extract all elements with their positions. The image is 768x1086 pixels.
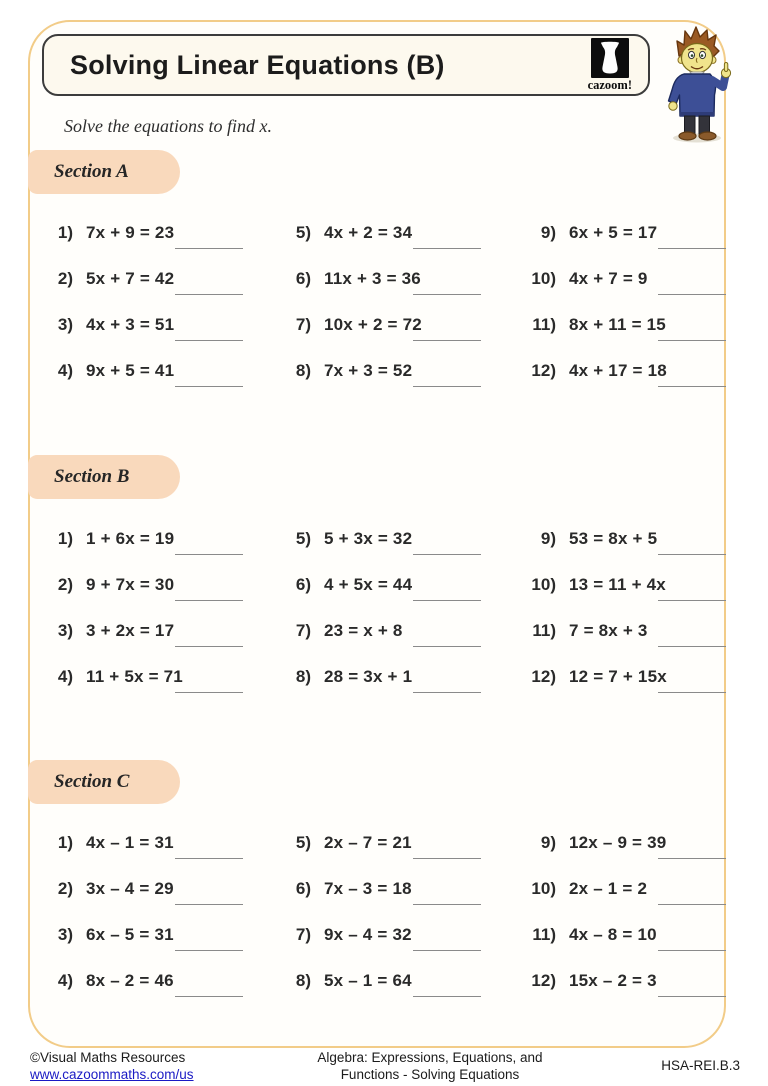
equation-text: 8x – 2 = 46 — [86, 971, 174, 990]
problem-number: 3) — [57, 315, 73, 334]
problem — [283, 654, 528, 700]
footer-left — [30, 1050, 230, 1084]
problem — [45, 958, 283, 1004]
problem-number: 7) — [295, 925, 311, 944]
answer-line — [175, 248, 243, 249]
section-b-problems — [45, 516, 726, 700]
problem-number: 9) — [540, 223, 556, 242]
section-c-label-text: Section C — [54, 771, 130, 792]
website-link[interactable]: www.cazoommaths.com/us — [30, 1066, 194, 1082]
answer-line — [413, 386, 481, 387]
cazoom-logo — [588, 38, 632, 92]
problem-number: 6) — [295, 879, 311, 898]
problem-number: 6) — [295, 575, 311, 594]
equation-text: 5x + 7 = 42 — [86, 269, 175, 288]
equation-text: 4x – 1 = 31 — [86, 833, 174, 852]
problem-number: 3) — [57, 621, 73, 640]
answer-line — [413, 600, 481, 601]
answer-line — [658, 248, 726, 249]
problem-number: 2) — [57, 879, 73, 898]
problem — [283, 256, 528, 302]
problem — [528, 866, 726, 912]
answer-line — [175, 386, 243, 387]
equation-text: 4x + 17 = 18 — [569, 361, 667, 380]
problem — [528, 820, 726, 866]
answer-line — [658, 554, 726, 555]
answer-line — [658, 692, 726, 693]
equation-text: 28 = 3x + 1 — [324, 667, 413, 686]
problem — [283, 348, 528, 394]
answer-line — [413, 996, 481, 997]
problem-number: 12) — [531, 667, 556, 686]
answer-line — [175, 340, 243, 341]
answer-line — [413, 340, 481, 341]
equation-text: 1 + 6x = 19 — [86, 529, 175, 548]
answer-line — [658, 340, 726, 341]
equation-text: 9x + 5 = 41 — [86, 361, 175, 380]
answer-line — [658, 858, 726, 859]
answer-line — [413, 554, 481, 555]
worksheet-title-box — [42, 34, 650, 96]
instructions-text: Solve the equations to find x. — [64, 116, 272, 136]
problem-number: 4) — [57, 361, 73, 380]
problem-number: 3) — [57, 925, 73, 944]
problem-number: 10) — [531, 879, 556, 898]
answer-line — [658, 950, 726, 951]
problem — [528, 562, 726, 608]
cazoom-logo-icon — [591, 38, 629, 78]
problem — [283, 820, 528, 866]
equation-text: 4 + 5x = 44 — [324, 575, 413, 594]
equation-text: 12 = 7 + 15x — [569, 667, 667, 686]
footer-topic-line1: Algebra: Expressions, Equations, and — [317, 1050, 543, 1065]
equation-text: 7x + 9 = 23 — [86, 223, 175, 242]
problem-number: 10) — [531, 575, 556, 594]
equation-text: 2x – 1 = 2 — [569, 879, 648, 898]
problem-number: 12) — [531, 971, 556, 990]
problem-number: 7) — [295, 621, 311, 640]
problem-number: 9) — [540, 529, 556, 548]
problem-number: 1) — [57, 529, 73, 548]
equation-text: 53 = 8x + 5 — [569, 529, 658, 548]
section-b-label-text: Section B — [54, 466, 130, 487]
equation-text: 8x + 11 = 15 — [569, 315, 666, 334]
equation-text: 7x – 3 = 18 — [324, 879, 412, 898]
answer-line — [413, 692, 481, 693]
section-c-problems — [45, 820, 726, 1004]
problem — [45, 516, 283, 562]
problem-number: 12) — [531, 361, 556, 380]
standard-code: HSA-REI.B.3 — [661, 1058, 740, 1073]
equation-text: 9x – 4 = 32 — [324, 925, 412, 944]
problem-number: 6) — [295, 269, 311, 288]
equation-text: 9 + 7x = 30 — [86, 575, 175, 594]
equation-text: 5x – 1 = 64 — [324, 971, 412, 990]
answer-line — [175, 904, 243, 905]
equation-text: 15x – 2 = 3 — [569, 971, 657, 990]
answer-line — [658, 904, 726, 905]
answer-line — [175, 996, 243, 997]
equation-text: 4x + 7 = 9 — [569, 269, 648, 288]
problem-number: 2) — [57, 575, 73, 594]
answer-line — [658, 996, 726, 997]
problem — [283, 958, 528, 1004]
equation-text: 2x – 7 = 21 — [324, 833, 412, 852]
answer-line — [413, 950, 481, 951]
problem — [283, 516, 528, 562]
problem-number: 11) — [532, 925, 556, 944]
section-a-label — [28, 150, 180, 194]
problem — [528, 608, 726, 654]
problem — [45, 562, 283, 608]
equation-text: 12x – 9 = 39 — [569, 833, 667, 852]
problem — [528, 958, 726, 1004]
problem — [528, 516, 726, 562]
section-c-label — [28, 760, 180, 804]
answer-line — [175, 554, 243, 555]
problem-number: 5) — [295, 833, 311, 852]
answer-line — [413, 294, 481, 295]
copyright-text: ©Visual Maths Resources — [30, 1050, 186, 1065]
problem-number: 11) — [532, 621, 556, 640]
answer-line — [658, 600, 726, 601]
problem — [45, 302, 283, 348]
equation-text: 3x – 4 = 29 — [86, 879, 174, 898]
answer-line — [658, 386, 726, 387]
answer-line — [413, 858, 481, 859]
equation-text: 23 = x + 8 — [324, 621, 403, 640]
equation-text: 11 + 5x = 71 — [86, 667, 183, 686]
problem — [45, 654, 283, 700]
equation-text: 5 + 3x = 32 — [324, 529, 413, 548]
problem — [45, 608, 283, 654]
worksheet-border-frame — [28, 20, 726, 1048]
problem — [45, 866, 283, 912]
equation-text: 3 + 2x = 17 — [86, 621, 175, 640]
equation-text: 7x + 3 = 52 — [324, 361, 413, 380]
problem-number: 1) — [57, 223, 73, 242]
problem — [45, 912, 283, 958]
equation-text: 11x + 3 = 36 — [324, 269, 421, 288]
section-a-label-text: Section A — [54, 161, 129, 182]
answer-line — [413, 904, 481, 905]
problem — [45, 348, 283, 394]
answer-line — [175, 950, 243, 951]
problem — [283, 608, 528, 654]
problem — [528, 654, 726, 700]
problem — [528, 348, 726, 394]
problem-number: 2) — [57, 269, 73, 288]
section-b-label — [28, 455, 180, 499]
page-title: Solving Linear Equations (B) — [70, 49, 445, 80]
problem-number: 1) — [57, 833, 73, 852]
equation-text: 13 = 11 + 4x — [569, 575, 666, 594]
answer-line — [658, 646, 726, 647]
problem-number: 4) — [57, 971, 73, 990]
problem-number: 8) — [295, 971, 311, 990]
problem — [528, 210, 726, 256]
problem — [283, 302, 528, 348]
answer-line — [175, 646, 243, 647]
answer-line — [658, 294, 726, 295]
problem — [45, 210, 283, 256]
equation-text: 4x + 3 = 51 — [86, 315, 175, 334]
equation-text: 6x + 5 = 17 — [569, 223, 658, 242]
equation-text: 10x + 2 = 72 — [324, 315, 422, 334]
problem — [45, 820, 283, 866]
answer-line — [175, 858, 243, 859]
equation-text: 7 = 8x + 3 — [569, 621, 648, 640]
problem — [528, 912, 726, 958]
footer-topic-line2: Functions - Solving Equations — [340, 1066, 520, 1082]
answer-line — [413, 248, 481, 249]
answer-line — [175, 692, 243, 693]
problem — [45, 256, 283, 302]
problem — [528, 302, 726, 348]
answer-line — [175, 294, 243, 295]
problem — [283, 210, 528, 256]
section-a-problems — [45, 210, 726, 394]
equation-text: 4x + 2 = 34 — [324, 223, 413, 242]
problem-number: 8) — [295, 667, 311, 686]
equation-text: 6x – 5 = 31 — [86, 925, 174, 944]
problem — [283, 562, 528, 608]
answer-line — [413, 646, 481, 647]
cazoom-logo-text: cazoom! — [587, 78, 632, 93]
problem-number: 4) — [57, 667, 73, 686]
problem-number: 7) — [295, 315, 311, 334]
problem-number: 11) — [532, 315, 556, 334]
answer-line — [175, 600, 243, 601]
footer-topic — [230, 1050, 630, 1084]
problem — [528, 256, 726, 302]
problem-number: 8) — [295, 361, 311, 380]
problem-number: 10) — [531, 269, 556, 288]
footer — [30, 1050, 740, 1084]
mascot-illustration — [650, 24, 744, 144]
equation-text: 4x – 8 = 10 — [569, 925, 657, 944]
problem — [283, 866, 528, 912]
problem-number: 9) — [540, 833, 556, 852]
problem — [283, 912, 528, 958]
problem-number: 5) — [295, 223, 311, 242]
problem-number: 5) — [295, 529, 311, 548]
